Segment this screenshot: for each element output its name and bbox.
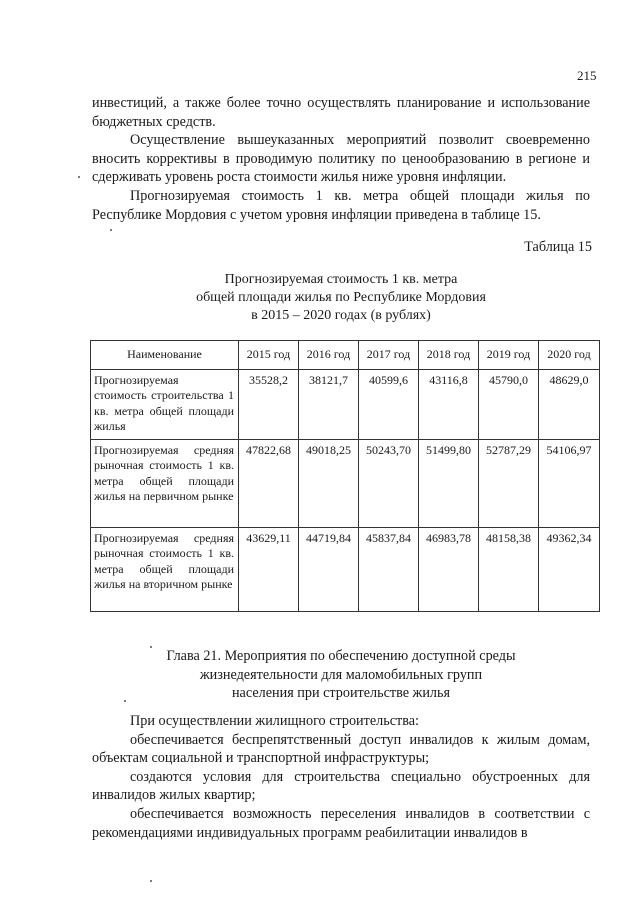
scan-speck [110, 229, 112, 231]
paragraph: Прогнозируемая стоимость 1 кв. метра общей площади жилья по Республике Мордовия с учетом уровня инфляции приведена в таблице 15. [92, 187, 590, 223]
value-cell: 45790,0 [479, 369, 539, 439]
page-number: 215 [577, 68, 597, 83]
table-title-line: в 2015 – 2020 годах (в рублях) [251, 308, 431, 323]
header-cell: Наименование [91, 341, 239, 370]
value-cell: 46983,78 [419, 527, 479, 611]
scan-speck [124, 700, 126, 702]
value-cell: 45837,84 [359, 527, 419, 611]
chapter-text [92, 712, 590, 842]
header-cell: 2020 год [539, 341, 600, 370]
table-title-line: Прогнозируемая стоимость 1 кв. метра [224, 272, 458, 287]
paragraph: Осуществление вышеуказанных мероприятий позволит своевременно вносить коррективы в проводимую политику по ценообразованию в регионе и сдерживать уровень роста стоимости жилья ниже уровня инфляции. [92, 132, 590, 186]
value-cell: 52787,29 [479, 439, 539, 527]
value-cell: 47822,68 [239, 439, 299, 527]
row-name: Прогнозируемая средняя рыночная стоимость 1 кв. метра общей площади жилья на первичном рынке [91, 439, 239, 527]
value-cell: 44719,84 [299, 527, 359, 611]
value-cell: 38121,7 [299, 369, 359, 439]
value-cell: 49362,34 [539, 527, 600, 611]
value-cell: 54106,97 [539, 439, 600, 527]
value-cell: 35528,2 [239, 369, 299, 439]
paragraph: инвестиций, а также более точно осуществлять планирование и использование бюджетных средств. [92, 95, 590, 130]
row-name: Прогнозируемая стоимость строительства 1 кв. метра общей площади жилья [91, 369, 239, 439]
table-title-line: общей площади жилья по Республике Мордовия [196, 290, 486, 305]
table-row [91, 439, 600, 527]
scan-speck [150, 646, 152, 648]
value-cell: 48629,0 [539, 369, 600, 439]
paragraph: обеспечивается возможность переселения инвалидов в соответствии с рекомендациями индивидуальных программ реабилитации инвалидов в [92, 805, 590, 841]
chapter-heading-line: населения при строительстве жилья [231, 685, 451, 702]
table-caption: Таблица 15 [524, 239, 592, 255]
value-cell: 40599,6 [359, 369, 419, 439]
paragraph: создаются условия для строительства специально обустроенных для инвалидов жилых квартир; [92, 768, 590, 804]
row-name: Прогнозируемая средняя рыночная стоимость 1 кв. метра общей площади жилья на вторичном рынке [91, 527, 239, 611]
chapter-heading-line: Глава 21. Мероприятия по обеспечению доступной среды [166, 648, 516, 664]
header-cell: 2019 год [479, 341, 539, 370]
intro-text [92, 94, 590, 224]
value-cell: 48158,38 [479, 527, 539, 611]
chapter-heading-line: жизнедеятельности для маломобильных групп [199, 666, 483, 683]
header-cell: 2015 год [239, 341, 299, 370]
value-cell: 49018,25 [299, 439, 359, 527]
paragraph: обеспечивается беспрепятственный доступ инвалидов к жилым домам, объектам социальной и транспортной инфраструктуры; [92, 731, 590, 767]
header-cell: 2017 год [359, 341, 419, 370]
table-row [91, 527, 600, 611]
value-cell: 51499,80 [419, 439, 479, 527]
scan-speck [78, 176, 80, 178]
paragraph: При осуществлении жилищного строительства: [130, 713, 419, 729]
forecast-table [90, 340, 600, 612]
header-cell: 2016 год [299, 341, 359, 370]
header-cell: 2018 год [419, 341, 479, 370]
table-header-row [91, 341, 600, 370]
chapter-heading [92, 647, 590, 703]
value-cell: 43629,11 [239, 527, 299, 611]
table-row [91, 369, 600, 439]
value-cell: 50243,70 [359, 439, 419, 527]
scan-speck [150, 880, 152, 882]
value-cell: 43116,8 [419, 369, 479, 439]
table-title [92, 271, 590, 325]
